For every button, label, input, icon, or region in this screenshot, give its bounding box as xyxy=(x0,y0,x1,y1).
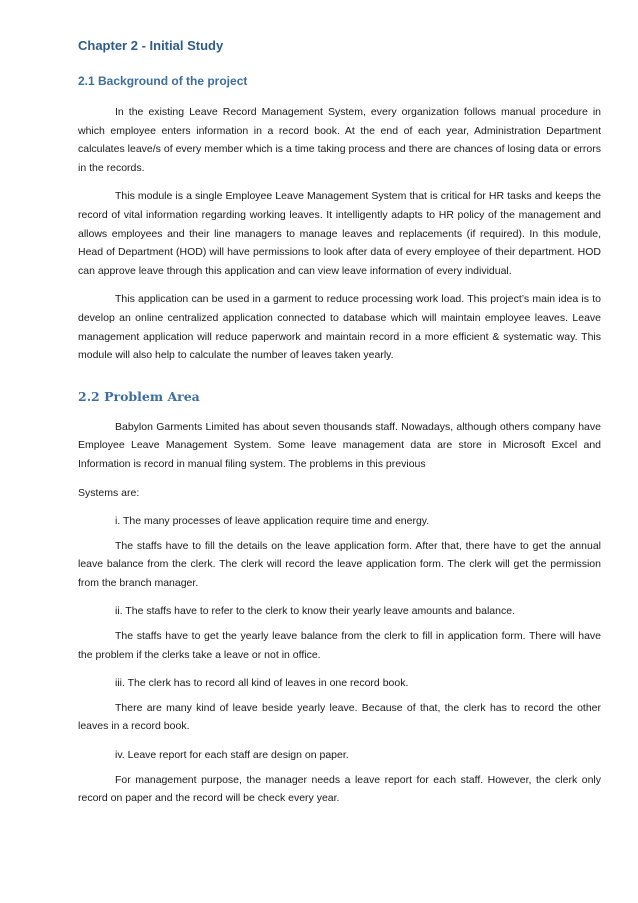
background-paragraph-2: This module is a single Employee Leave Management System that is critical for HR tasks and keeps the record of vital information regarding working leaves. It intelligently adapts to HR policy of the management and allows employees and their line managers to manage leaves and replacements (if required). In this module, Head of Department (HOD) will have permissions to look after data of every employee of their department. HOD can approve leave through this application and can view leave information of every individual. xyxy=(78,190,601,277)
section-heading-background: 2.1 Background of the project xyxy=(78,74,248,88)
background-paragraph-3: This application can be used in a garment to reduce processing work load. This project’s main idea is to develop an online centralized application connected to database which will maintain employee leaves. Leave management application will reduce paperwork and maintain record in a more efficient & systematic way. This module will also help to calculate the number of leaves taken yearly. xyxy=(78,293,601,362)
problem-intro-paragraph: Babylon Garments Limited has about seven thousands staff. Nowadays, although others company have Employee Leave Management System. Some leave management data are store in Microsoft Excel and Information is record in manual filing system. The problems in this previous xyxy=(78,420,601,470)
problem-item-detail: The staffs have to get the yearly leave balance from the clerk to fill in application form. There will have the problem if the clerks take a leave or not in office. xyxy=(78,630,601,661)
systems-are-line: Systems are: xyxy=(78,486,140,499)
problem-item-label: ii. The staffs have to refer to the clerk to know their yearly leave amounts and balance. xyxy=(115,605,515,618)
section-heading-problem-area: 2.2 Problem Area xyxy=(78,388,200,404)
problem-item-label: iii. The clerk has to record all kind of leaves in one record book. xyxy=(115,677,409,690)
chapter-title: Chapter 2 - Initial Study xyxy=(78,38,224,53)
background-paragraph-1: In the existing Leave Record Management System, every organization follows manual procedure in which employee enters information in a record book. At the end of each year, Administration Department calculates leave/s of every member which is a time taking process and there are chances of losing data or errors in the records. xyxy=(78,106,601,174)
problem-item-detail: There are many kind of leave beside yearly leave. Because of that, the clerk has to record the other leaves in a record book. xyxy=(78,701,601,733)
document-page xyxy=(78,38,601,818)
problem-item-detail: For management purpose, the manager needs a leave report for each staff. However, the clerk only record on paper and the record will be check every year. xyxy=(78,773,601,805)
problem-item-label: i. The many processes of leave application require time and energy. xyxy=(115,515,430,528)
problem-item-detail: The staffs have to fill the details on the leave application form. After that, there have to get the annual leave balance from the clerk. The clerk will record the leave application form. The clerk will get the permission from the branch manager. xyxy=(78,539,601,589)
problem-item-label: iv. Leave report for each staff are design on paper. xyxy=(115,749,349,762)
